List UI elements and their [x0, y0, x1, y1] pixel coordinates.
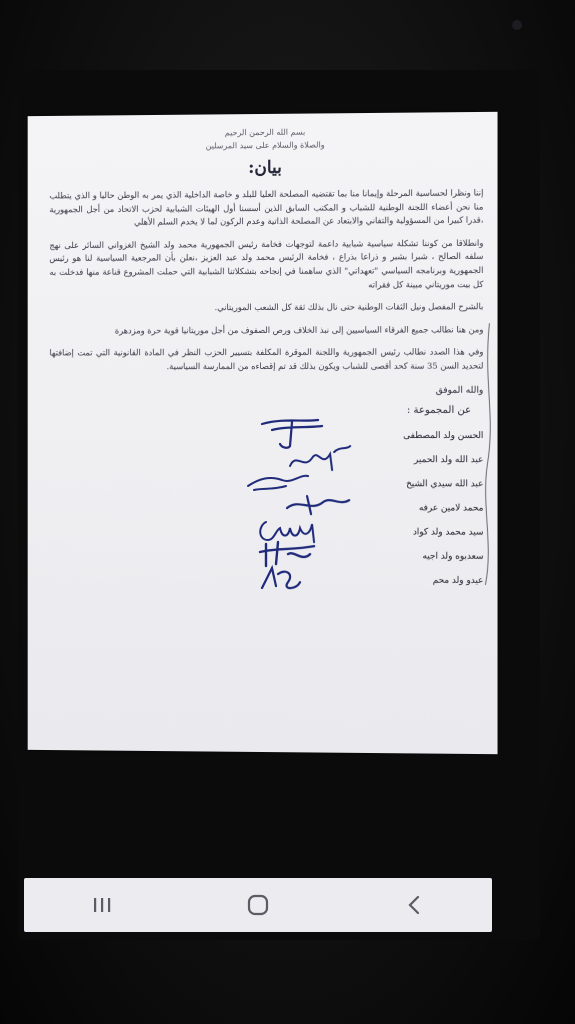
paragraph-1: إننا ونظرا لحساسية المرحلة وإيمانا منا بما تقتضيه المصلحة العليا للبلد و خاصة الداخلية الذي يمر به الوطن حاليا و الذي يتطلب منا نحن أعضاء اللجنة الوطنية للشباب و المكتب السابق الذين أسسنا أول الهيئات الشبابية لحزب الاتحاد من أجل الجمهورية ،قدرا كبيرا من المسؤولية والتفاني والابتعاد عن المصلحة الذاتية وعدم الركون لما لا يخدم السلم الأهلي — [49, 187, 484, 227]
basmala-line: بسم الله الرحمن الرحيم — [224, 127, 306, 138]
signatory-name: عيدو ولد محم — [432, 575, 484, 586]
document-body — [49, 124, 483, 593]
paragraph-4: ومن هنا نطالب جميع الفرقاء السياسيين إلى نبذ الخلاف ورص الصفوف من أجل موريتانيا قوية حرة ومزدهرة — [114, 324, 484, 336]
signatory-name: سيد محمد ولد كواد — [412, 526, 484, 538]
salutation-line: والصلاة والسلام على سيد المرسلين — [205, 140, 325, 151]
handwritten-signature-7 — [242, 559, 322, 593]
home-icon — [247, 894, 269, 916]
signatory-name: عبد الله ولد الحمير — [414, 454, 484, 465]
back-button[interactable] — [384, 885, 444, 925]
photographed-document — [28, 112, 498, 754]
signatory-name: سعدبوه ولد اجيه — [422, 551, 484, 562]
paragraph-2: وانطلاقا من كوننا تشكلة سياسية شبابية داعمة لتوجهات فخامة رئيس الجمهورية محمد ولد الشيخ الغزواني السائر على نهج سلفه الصالح ، شبرا بشبر و ذراعا بذراع ، فخامة الرئيس محمد ولد عبد العزيز ،نعلن بأن المرجعية السياسية لنا هو رئيس الجمهورية وبرنامجه السياسي "تعهداتي" الذي ساهمنا في إنجاحه بتشكلاتنا الشبابية التي حملت المشروع قناعة منها فدخلت به كل بيت موريتاني مبينة كل فقراته — [49, 237, 484, 290]
page-edge-marks — [459, 323, 497, 746]
signatory-row — [49, 471, 483, 496]
group-label: عن المجموعة : — [406, 404, 472, 416]
home-button[interactable] — [228, 885, 288, 925]
recent-apps-button[interactable] — [72, 885, 132, 925]
signatories-list — [49, 423, 483, 592]
signatory-row — [49, 423, 483, 447]
back-icon — [407, 895, 421, 915]
recent-apps-icon — [92, 896, 112, 914]
signatory-name: عبد الله سيدي الشيخ — [406, 478, 484, 489]
paragraph-5: وفي هذا الصدد نطالب رئيس الجمهورية واللجنة الموقرة المكلفة بتسيير الحزب النظر في المادة القانونية التي تمت إضافتها لتحديد السن 35 سنة كحد أقصى للشباب ويكون بذلك قد تم إقصاءه من الممارسة السياسية. — [49, 346, 484, 372]
signatory-name: محمد لامين عرفه — [418, 502, 484, 514]
paragraph-3: بالشرح المفصل ونيل الثقات الوطنية حتى نال بذلك ثقة كل الشعب الموريتاني. — [214, 301, 484, 313]
document-title: بيان: — [248, 157, 282, 179]
closing-line: والله الموفق — [435, 385, 484, 396]
signatory-row — [49, 567, 483, 593]
android-navigation-bar — [24, 878, 492, 932]
signatory-name: الحسن ولد المصطفى — [403, 430, 484, 441]
front-camera-icon — [512, 20, 522, 30]
